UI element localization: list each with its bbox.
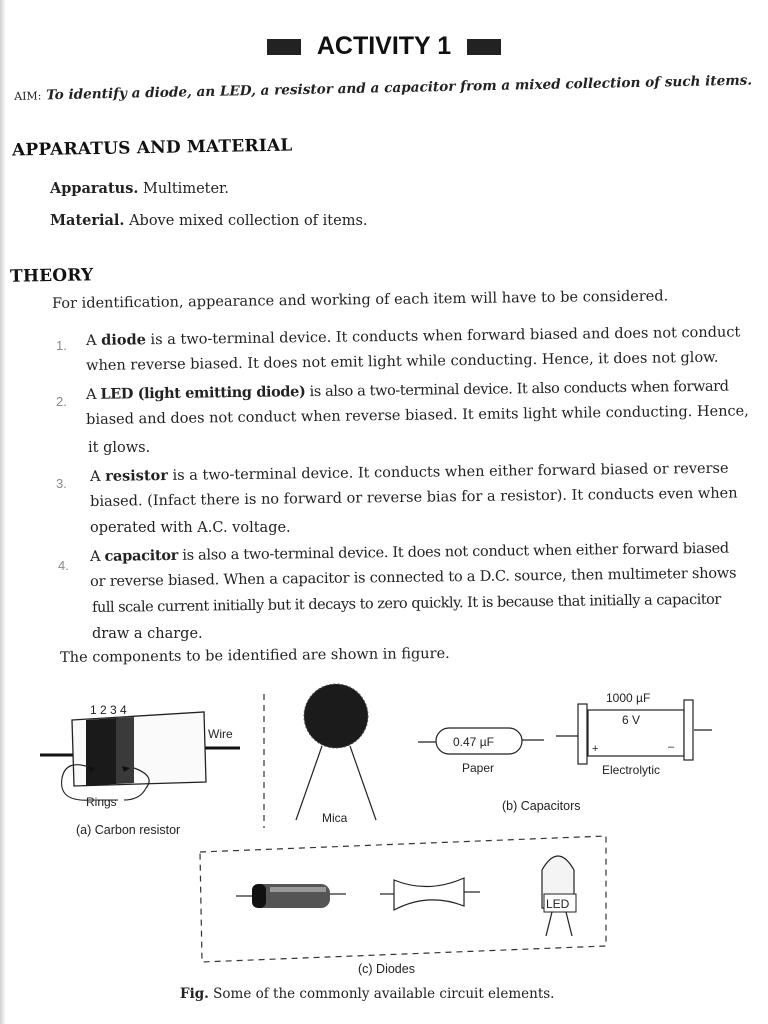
resistor-caption: (a) Carbon resistor: [76, 823, 181, 837]
diode-cylinder-drawing: [236, 884, 346, 908]
figure-caption: [180, 986, 554, 1002]
apparatus-text: Multimeter.: [143, 181, 230, 197]
item-3-number: 3.: [56, 476, 67, 491]
figure-label: Fig.: [180, 986, 209, 1002]
material-label: Material.: [50, 212, 125, 229]
theory-heading: THEORY: [9, 265, 94, 287]
item-4-number: 4.: [58, 558, 69, 573]
resistor-ring-numbers: 1 2 3 4: [90, 703, 127, 717]
item-3-line-1: A resistor is a two-terminal device. It conducts when either forward biased or reverse: [90, 460, 729, 485]
paper-value: 0.47 µF: [453, 735, 494, 749]
diodes-caption: (c) Diodes: [358, 962, 415, 976]
item-3-line-3: operated with A.C. voltage.: [90, 520, 291, 536]
resistor-rings-label: Rings: [86, 795, 117, 809]
capacitors-caption: (b) Capacitors: [502, 799, 581, 813]
item-1-number: 1.: [56, 338, 67, 353]
aim-label: AIM:: [14, 89, 42, 103]
led-label: LED: [546, 897, 570, 911]
item-2-line-3: it glows.: [88, 440, 151, 456]
figure-caption-text: Some of the commonly available circuit elements.: [213, 986, 555, 1002]
item-2-line-2: biased and does not conduct when reverse biased. It emits light while conducting. Hence,: [86, 403, 749, 428]
item-2-number: 2.: [56, 394, 67, 409]
item-4-line-3: full scale current initially but it decays to zero quickly. It is because that initially a capacitor: [92, 591, 721, 616]
resistor-wire-label: Wire: [208, 727, 233, 741]
title-text: ACTIVITY 1: [316, 32, 452, 60]
apparatus-heading: APPARATUS AND MATERIAL: [11, 135, 293, 161]
apparatus-line: [50, 180, 229, 197]
electrolytic-value: 1000 µF: [606, 691, 651, 705]
mica-capacitor-drawing: [296, 684, 376, 820]
item-1-line-2: when reverse biased. It does not emit light while conducting. Hence, it does not glow.: [86, 349, 719, 374]
title-bar-left: [267, 39, 301, 55]
carbon-resistor-drawing: [40, 712, 240, 800]
item-1-line-1: A diode is a two-terminal device. It conducts when forward biased and does not conduct: [86, 324, 741, 349]
electrolytic-plus: +: [592, 743, 599, 755]
term-resistor: resistor: [105, 466, 169, 485]
material-line: [50, 212, 368, 229]
term-capacitor: capacitor: [104, 546, 179, 565]
electrolytic-capacitor-drawing: [556, 700, 712, 764]
electrolytic-label: Electrolytic: [602, 763, 661, 777]
title-bar-right: [467, 39, 501, 55]
term-diode: diode: [101, 331, 146, 349]
aim-statement: [14, 72, 764, 104]
item-4-line-1: A capacitor is also a two-terminal device. It does not conduct when either forward biased: [90, 540, 729, 565]
material-text: Above mixed collection of items.: [129, 213, 368, 229]
item-3-line-2: biased. (Infact there is no forward or reverse bias for a resistor). It conducts even when: [90, 485, 738, 510]
electrolytic-minus: –: [668, 741, 675, 753]
apparatus-label: Apparatus.: [50, 180, 139, 197]
aim-text: To identify a diode, an LED, a resistor and a capacitor from a mixed collection of such items.: [45, 72, 753, 104]
theory-intro: For identification, appearance and working of each item will have to be considered.: [52, 288, 669, 312]
item-2-line-1: A LED (light emitting diode) is also a two-terminal device. It also conducts when forward: [86, 378, 729, 403]
diode-glass-drawing: [380, 878, 480, 910]
item-4-line-4: draw a charge.: [92, 626, 203, 642]
figure-intro: The components to be identified are shown in figure.: [60, 645, 450, 666]
activity-title: [0, 32, 768, 61]
item-4-line-2: or reverse biased. When a capacitor is connected to a D.C. source, then multimeter shows: [90, 565, 737, 590]
components-figure: [0, 680, 768, 1000]
mica-label: Mica: [322, 811, 348, 825]
paper-label: Paper: [462, 761, 495, 775]
led-drawing: [542, 856, 576, 936]
electrolytic-voltage: 6 V: [622, 713, 641, 727]
term-led: LED (light emitting diode): [100, 383, 306, 403]
